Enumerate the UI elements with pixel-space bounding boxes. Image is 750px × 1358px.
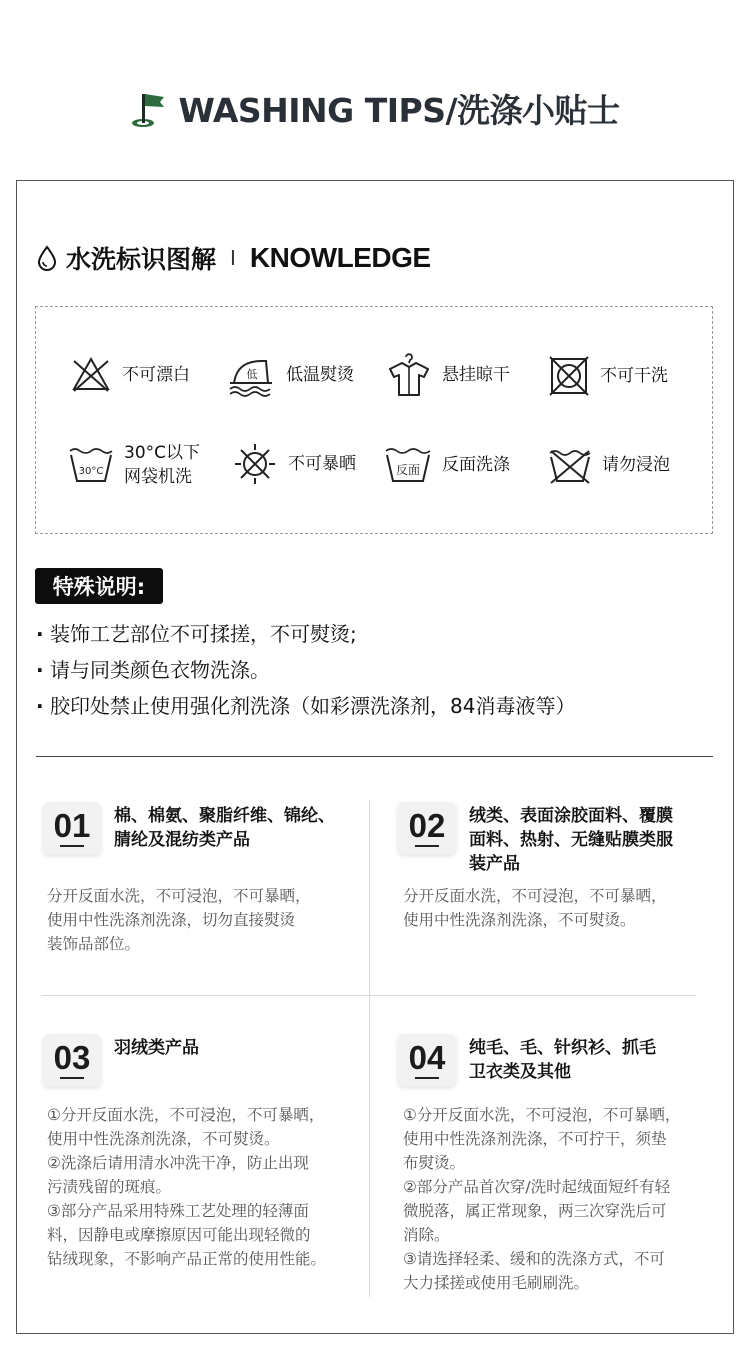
card-number-01: 01 — [43, 802, 101, 854]
no-soak-icon — [548, 445, 592, 485]
inside-out-wash-icon — [384, 445, 432, 485]
page-header — [0, 78, 750, 138]
symbol-label: 请勿浸泡 — [602, 455, 670, 475]
card-number-03: 03 — [43, 1034, 101, 1086]
golf-flag-icon — [130, 88, 168, 128]
hang-dry-icon — [386, 351, 432, 399]
knowledge-title-cn: 水洗标识图解 — [66, 245, 217, 274]
symbol-no-dry-clean — [548, 355, 668, 397]
card-03-body: ①分开反面水洗，不可浸泡，不可暴晒， 使用中性洗涤剂洗涤，不可熨烫。 ②洗涤后请用清水冲洗干净，防止出现 污渍残留的斑痕。 ③部分产品采用特殊工艺处理的轻薄面 料，因静电或摩擦原因可能出现轻微的 钻绒现象，不影响产品正常的使用性能。 — [47, 1106, 327, 1268]
wash-30c-icon — [68, 445, 114, 485]
water-drop-icon — [36, 245, 58, 271]
symbol-label-line: 30°C以下 — [124, 443, 201, 463]
symbol-label: 不可漂白 — [122, 365, 190, 385]
symbol-label: 悬挂晾干 — [442, 365, 510, 385]
symbol-hang-dry — [386, 351, 510, 399]
note-item: · 装饰工艺部位不可揉搓，不可熨烫; — [36, 622, 357, 646]
grid-horizontal-divider — [42, 995, 696, 996]
symbol-label: 不可暴晒 — [288, 454, 356, 474]
no-bleach-icon — [70, 355, 112, 395]
note-item: · 请与同类颜色衣物洗涤。 — [36, 658, 270, 682]
page-title: WASHING TIPS/洗涤小贴士 — [178, 90, 620, 130]
symbol-wash-30 — [68, 441, 200, 489]
symbol-low-iron — [228, 353, 354, 397]
no-sun-icon — [232, 441, 278, 487]
knowledge-title — [36, 236, 431, 280]
symbol-no-bleach — [70, 355, 190, 395]
card-03-title: 羽绒类产品 — [114, 1038, 199, 1058]
card-02-title: 绒类、表面涂胶面料、覆膜 面料、热射、无缝贴膜类服 装产品 — [469, 806, 673, 874]
card-04-title: 纯毛、毛、针织衫、抓毛 卫衣类及其他 — [469, 1038, 656, 1082]
knowledge-title-en: KNOWLEDGE — [249, 242, 431, 273]
title-separator: I — [230, 246, 236, 270]
low-temp-iron-icon — [228, 353, 276, 397]
symbol-label-multiline — [124, 441, 200, 489]
special-notes-badge: 特殊说明: — [35, 568, 163, 604]
special-notes-list — [36, 616, 716, 724]
no-dry-clean-icon — [548, 355, 590, 397]
symbol-no-sun — [232, 441, 356, 487]
card-04-body: ①分开反面水洗，不可浸泡，不可暴晒， 使用中性洗涤剂洗涤，不可拧干，须垫 布熨烫。 ②部分产品首次穿/洗时起绒面短纤有轻 微脱落，属正常现象，两三次穿洗后可 消除。 ③请选择轻柔、缓和的洗涤方式，不可 大力揉搓或使用毛刷刷洗。 — [403, 1106, 681, 1292]
grid-vertical-divider — [369, 800, 370, 1297]
card-number-04: 04 — [398, 1034, 456, 1086]
note-item: · 胶印处禁止使用强化剂洗涤（如彩漂洗涤剂，84消毒液等） — [36, 694, 576, 718]
symbol-label: 低温熨烫 — [286, 365, 354, 385]
card-01-title: 棉、棉氨、聚脂纤维、锦纶、 腈纶及混纺类产品 — [114, 806, 335, 850]
card-number-02: 02 — [398, 802, 456, 854]
symbol-label-line: 网袋机洗 — [124, 467, 192, 487]
wash-icon-text: 30°C — [78, 466, 104, 477]
symbol-label: 反面洗涤 — [442, 455, 510, 475]
section-divider — [36, 756, 713, 757]
symbol-inside-out-wash — [384, 445, 510, 485]
card-01-body: 分开反面水洗，不可浸泡，不可暴晒， 使用中性洗涤剂洗涤，切勿直接熨烫 装饰品部位。 — [47, 887, 311, 953]
inside-out-icon-text: 反面 — [395, 463, 421, 477]
symbol-no-soak — [548, 445, 670, 485]
care-symbols-box — [35, 306, 713, 534]
iron-icon-text: 低 — [246, 368, 258, 381]
symbol-label: 不可干洗 — [600, 366, 668, 386]
card-02-body: 分开反面水洗，不可浸泡，不可暴晒， 使用中性洗涤剂洗涤，不可熨烫。 — [403, 887, 667, 929]
